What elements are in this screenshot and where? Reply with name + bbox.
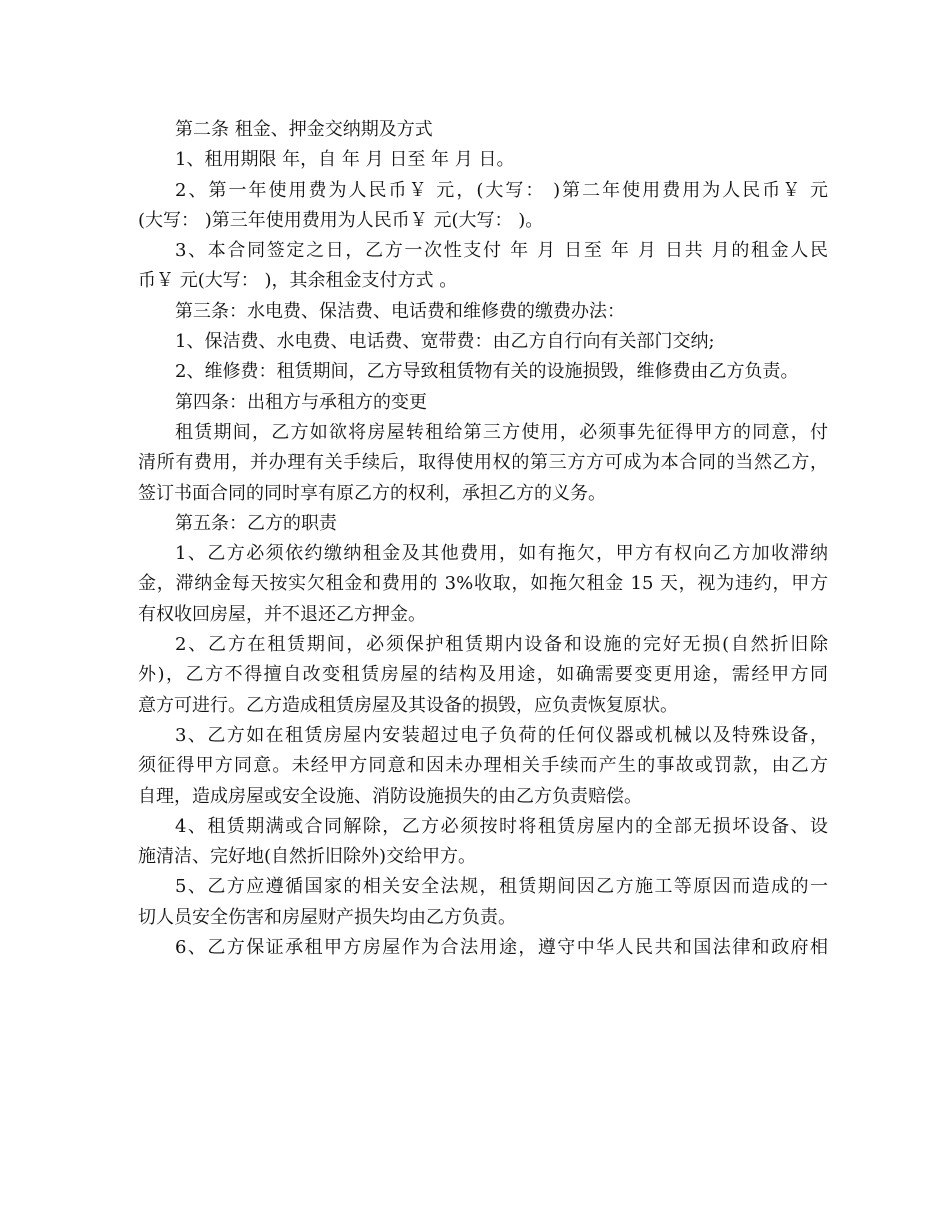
paragraph-line: 1、租用期限 年，自 年 月 日至 年 月 日。: [175, 149, 515, 171]
paragraph-line: 清所有费用，并办理有关手续后，取得使用权的第三方方可成为本合同的当然乙方，: [138, 452, 828, 474]
article-4-heading: 第四条：出租方与承租方的变更: [175, 391, 427, 413]
article-2-heading: 第二条 租金、押金交纳期及方式: [175, 119, 433, 140]
paragraph-line: 签订书面合同的同时享有原乙方的权利，承担乙方的义务。: [138, 482, 606, 504]
paragraph-line: 3、乙方如在租赁房屋内安装超过电子负荷的任何仪器或机械以及特殊设备，: [175, 724, 828, 746]
paragraph-line: 意方可进行。乙方造成租赁房屋及其设备的损毁，应负责恢复原状。: [138, 694, 678, 716]
article-3-heading: 第三条：水电费、保洁费、电话费和维修费的缴费办法：: [175, 300, 625, 322]
paragraph-line: 施清洁、完好地(自然折旧除外)交给甲方。: [138, 846, 477, 868]
paragraph-line: 4、租赁期满或合同解除，乙方必须按时将租赁房屋内的全部无损坏设备、设: [175, 815, 828, 837]
paragraph-line: 6、乙方保证承租甲方房屋作为合法用途，遵守中华人民共和国法律和政府相: [175, 937, 828, 959]
article-5-heading: 第五条：乙方的职责: [175, 512, 337, 534]
paragraph-line: 切人员安全伤害和房屋财产损失均由乙方负责。: [138, 906, 516, 928]
paragraph-line: 2、维修费：租赁期间，乙方导致租赁物有关的设施损毁，维修费由乙方负责。: [175, 361, 799, 383]
paragraph-line: 2、第一年使用费为人民币￥ 元，(大写： )第二年使用费用为人民币￥ 元: [175, 179, 828, 201]
paragraph-line: 有权收回房屋，并不退还乙方押金。: [138, 603, 426, 625]
paragraph-line: 5、乙方应遵循国家的相关安全法规，租赁期间因乙方施工等原因而造成的一: [175, 876, 828, 898]
paragraph-line: 租赁期间，乙方如欲将房屋转租给第三方使用，必须事先征得甲方的同意，付: [175, 421, 828, 443]
paragraph-line: 币￥ 元(大写： )，其余租金支付方式 。: [138, 270, 458, 292]
paragraph-line: (大写： )第三年使用费用为人民币￥ 元(大写： )。: [138, 209, 544, 231]
paragraph-line: 3、本合同签定之日，乙方一次性支付 年 月 日至 年 月 日共 月的租金人民: [175, 240, 828, 262]
document-body: [138, 115, 828, 963]
paragraph-line: 1、保洁费、水电费、电话费、宽带费：由乙方自行向有关部门交纳;: [175, 331, 715, 353]
paragraph-line: 1、乙方必须依约缴纳租金及其他费用，如有拖欠，甲方有权向乙方加收滞纳: [175, 543, 828, 565]
paragraph-line: 外)，乙方不得擅自改变租赁房屋的结构及用途，如确需要变更用途，需经甲方同: [138, 664, 828, 686]
paragraph-line: 2、乙方在租赁期间，必须保护租赁期内设备和设施的完好无损(自然折旧除: [175, 634, 828, 656]
paragraph-line: 自理，造成房屋或安全设施、消防设施损失的由乙方负责赔偿。: [138, 785, 642, 807]
paragraph-line: 须征得甲方同意。未经甲方同意和因未办理相关手续而产生的事故或罚款，由乙方: [138, 755, 828, 777]
paragraph-line: 金，滞纳金每天按实欠租金和费用的 3%收取，如拖欠租金 15 天，视为违约，甲方: [138, 573, 828, 595]
